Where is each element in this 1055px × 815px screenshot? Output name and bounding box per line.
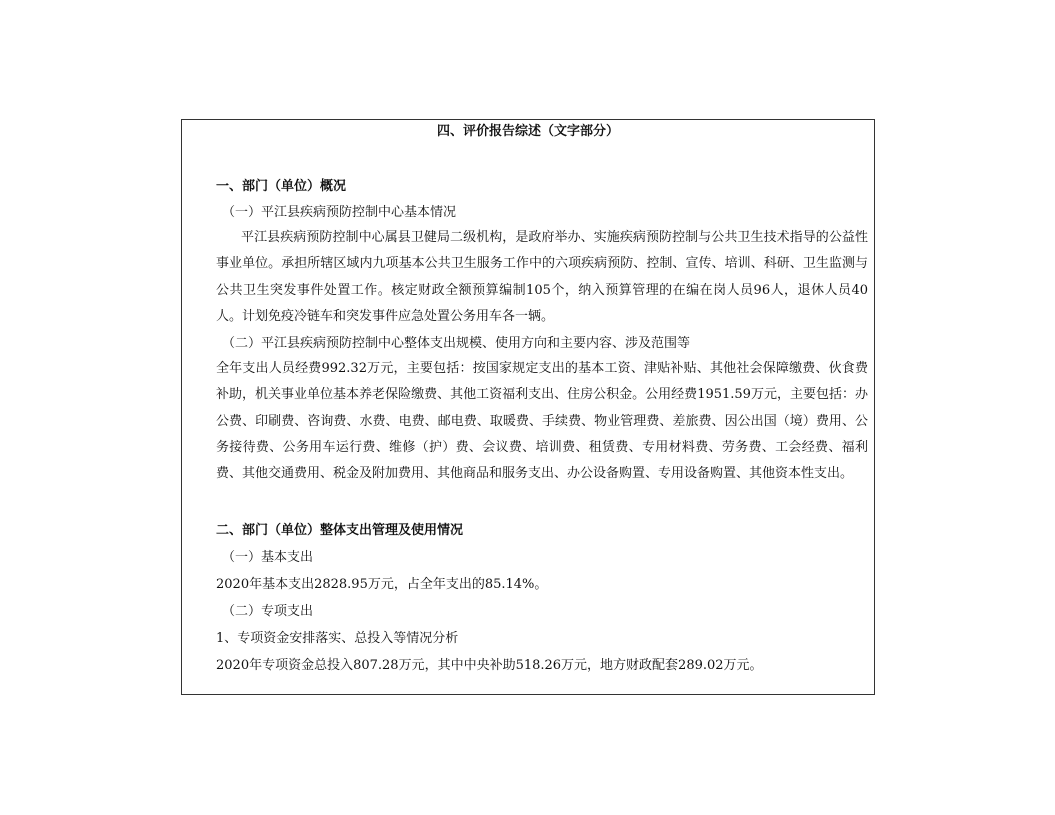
section1-sub1: （一）平江县疾病预防控制中心基本情况: [222, 205, 457, 220]
section2-sub2: （二）专项支出: [222, 604, 314, 619]
section1-para2: [216, 356, 868, 487]
section2-item1: 1、专项资金安排落实、总投入等情况分析: [216, 631, 459, 646]
section1-para2-text: 全年支出人员经费992.32万元，主要包括：按国家规定支出的基本工资、津贴补贴、其他社会保障缴费、伙食费补助，机关事业单位基本养老保险缴费、其他工资福利支出、住房公积金。公用经费1951.59万元，主要包括：办公费、印刷费、咨询费、水费、电费、邮电费、取暖费、手续费、物业管理费、差旅费、因公出国（境）费用、公务接待费、公务用车运行费、维修（护）费、会议费、培训费、租赁费、专用材料费、劳务费、工会经费、福利费、其他交通费用、税金及附加费用、其他商品和服务支出、办公设备购置、专用设备购置、其他资本性支出。: [216, 361, 868, 482]
section2-sub1: （一）基本支出: [222, 550, 314, 565]
section1-heading: 一、部门（单位）概况: [216, 179, 347, 194]
section1-para1: [216, 225, 868, 330]
section2-heading: 二、部门（单位）整体支出管理及使用情况: [216, 523, 464, 538]
report-title: 四、评价报告综述（文字部分）: [436, 124, 619, 139]
section2-line1: 2020年基本支出2828.95万元，占全年支出的85.14%。: [216, 577, 548, 592]
section2-line2: 2020年专项资金总投入807.28万元，其中中央补助518.26万元，地方财政配套289.02万元。: [216, 658, 763, 673]
section1-sub2: （二）平江县疾病预防控制中心整体支出规模、使用方向和主要内容、涉及范围等: [222, 336, 691, 351]
section1-para1-text: 平江县疾病预防控制中心属县卫健局二级机构，是政府举办、实施疾病预防控制与公共卫生技术指导的公益性事业单位。承担所辖区域内九项基本公共卫生服务工作中的六项疾病预防、控制、宣传、培训、科研、卫生监测与公共卫生突发事件处置工作。核定财政全额预算编制105个，纳入预算管理的在编在岗人员96人，退休人员40人。计划免疫冷链车和突发事件应急处置公务用车各一辆。: [216, 230, 868, 324]
report-frame: [181, 119, 875, 695]
